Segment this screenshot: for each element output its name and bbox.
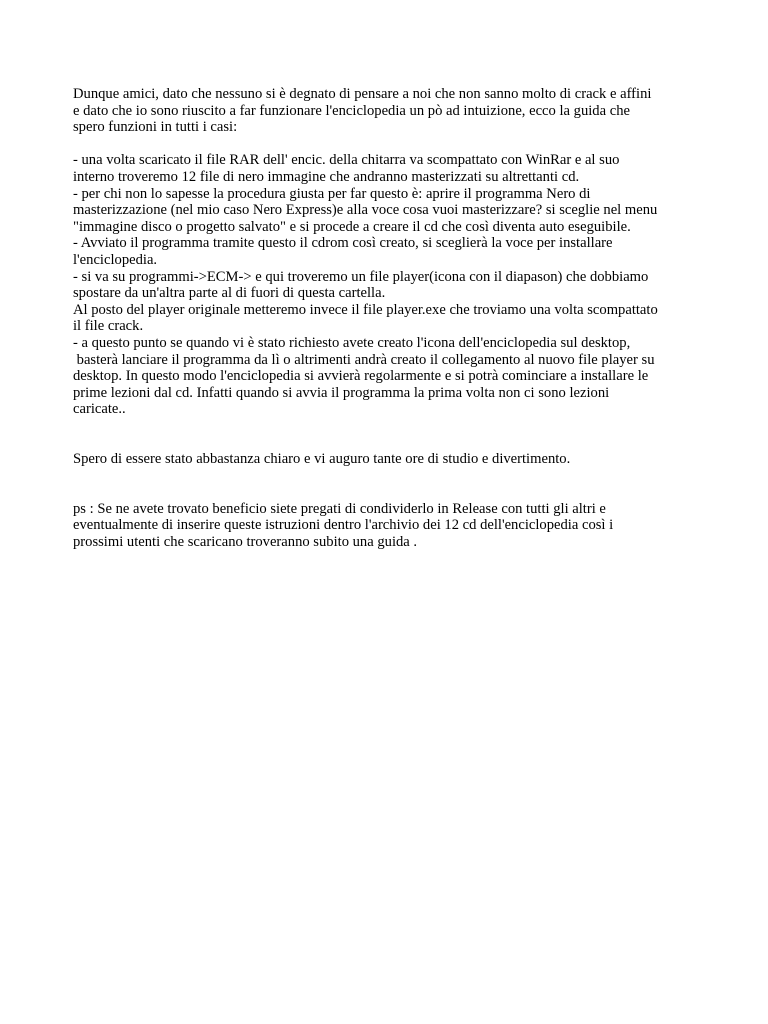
text-line: Al posto del player originale metteremo invece il file player.exe che troviamo una volta scompattato bbox=[73, 301, 658, 318]
paragraph-spacer bbox=[73, 136, 703, 153]
paragraph-closing bbox=[73, 451, 703, 468]
paragraph-spacer bbox=[73, 434, 703, 451]
text-line: - Avviato il programma tramite questo il cdrom così creato, si sceglierà la voce per installare bbox=[73, 235, 613, 252]
text-line: e dato che io sono riuscito a far funzionare l'enciclopedia un pò ad intuizione, ecco la guida che bbox=[73, 102, 630, 119]
text-line: spero funzioni in tutti i casi: bbox=[73, 119, 238, 136]
text-line: eventualmente di inserire queste istruzioni dentro l'archivio dei 12 cd dell'enciclopedia così i bbox=[73, 517, 614, 534]
text-line: - per chi non lo sapesse la procedura giusta per far questo è: aprire il programma Nero di bbox=[73, 185, 591, 202]
text-line: prime lezioni dal cd. Infatti quando si avvia il programma la prima volta non ci sono lezioni bbox=[73, 384, 610, 401]
text-line bbox=[73, 418, 703, 435]
text-line: Dunque amici, dato che nessuno si è degnato di pensare a noi che non sanno molto di crack e affini bbox=[73, 86, 652, 102]
paragraph-intro bbox=[73, 86, 703, 136]
text-line: prossimi utenti che scaricano troveranno subito una guida . bbox=[73, 534, 418, 551]
text-line: ps : Se ne avete trovato beneficio siete pregati di condividerlo in Release con tutti gli altri e bbox=[73, 500, 606, 517]
text-line: spostare da un'altra parte al di fuori di questa cartella. bbox=[73, 285, 386, 302]
paragraph-spacer bbox=[73, 484, 703, 501]
paragraph-spacer bbox=[73, 468, 703, 485]
text-line: - una volta scaricato il file RAR dell' encic. della chitarra va scompattato con WinRar e al suo bbox=[73, 152, 620, 169]
text-line: "immagine disco o progetto salvato" e si procede a creare il cd che così diventa auto eseguibile. bbox=[73, 218, 631, 235]
text-line: basterà lanciare il programma da lì o altrimenti andrà creato il collegamento al nuovo file player su bbox=[73, 351, 655, 368]
text-line: il file crack. bbox=[73, 318, 144, 335]
text-line: interno troveremo 12 file di nero immagine che andranno masterizzati su altrettanti cd. bbox=[73, 168, 580, 185]
document-body bbox=[73, 86, 703, 551]
text-line: l'enciclopedia. bbox=[73, 251, 158, 268]
text-line: - si va su programmi->ECM-> e qui troveremo un file player(icona con il diapason) che dobbiamo bbox=[73, 268, 649, 285]
paragraph-postscript bbox=[73, 501, 703, 551]
text-line: masterizzazione (nel mio caso Nero Express)e alla voce cosa vuoi masterizzare? si sceglie nel menu bbox=[73, 202, 658, 219]
text-line: Spero di essere stato abbastanza chiaro e vi auguro tante ore di studio e divertimento. bbox=[73, 451, 571, 468]
text-line: caricate.. bbox=[73, 401, 126, 418]
paragraph-instructions bbox=[73, 152, 703, 434]
text-line: desktop. In questo modo l'enciclopedia si avvierà regolarmente e si potrà cominciare a installare le bbox=[73, 368, 649, 385]
text-line: - a questo punto se quando vi è stato richiesto avete creato l'icona dell'enciclopedia sul desktop, bbox=[73, 334, 631, 351]
